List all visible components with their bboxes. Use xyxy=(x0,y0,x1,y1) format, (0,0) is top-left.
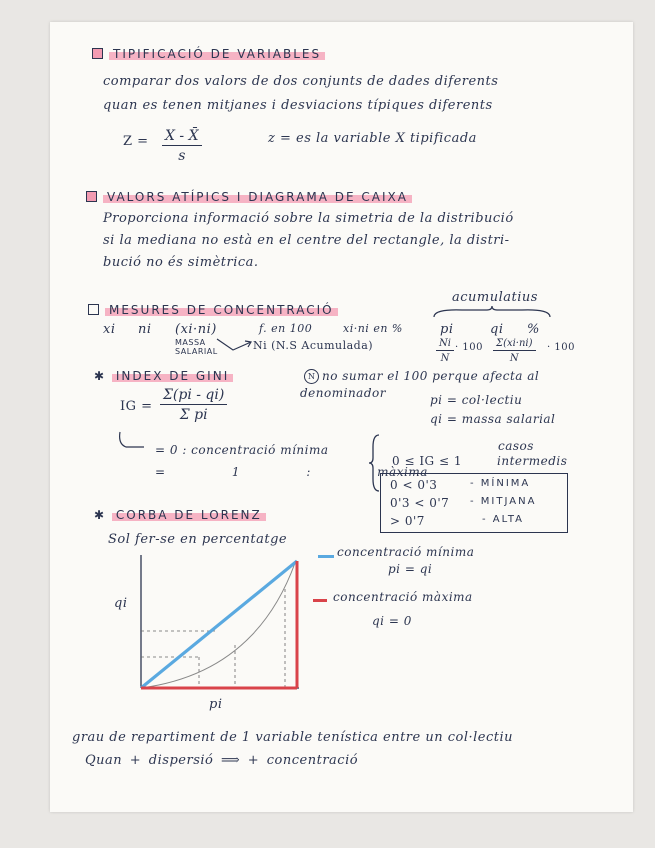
gini-intermedis: intermedis xyxy=(497,454,568,468)
pi-multiplier: · 100 xyxy=(455,342,483,353)
qi-fraction xyxy=(493,338,536,364)
star-bullet-icon: ✱ xyxy=(94,508,112,522)
legend-max-swatch xyxy=(313,599,327,602)
legend-min-swatch xyxy=(318,555,334,558)
col-pi: pi xyxy=(440,322,454,337)
ig-fraction xyxy=(160,387,227,423)
col-xini: (xi·ni) xyxy=(175,322,217,337)
section2-line1: Proporciona informació sobre la simetria de la distribució xyxy=(103,211,514,226)
col-xi: xi xyxy=(103,322,116,337)
lorenz-min-concentration-line xyxy=(141,561,297,688)
pi-denominator: N xyxy=(440,353,450,364)
section-title-mesures-concentracio: MESURES DE CONCENTRACIÓ xyxy=(88,303,338,317)
acumulatius-label: acumulatius xyxy=(452,290,538,305)
col-qi: qi xyxy=(490,322,504,337)
gini-level-condition: 0 < 0'3 xyxy=(390,478,438,492)
gini-level-condition: 0'3 < 0'7 xyxy=(390,496,450,510)
ig-lhs: IG = xyxy=(120,399,153,414)
gini-eq1: = 1 : màxima xyxy=(155,465,428,479)
gini-note-line1: no sumar el 100 perque afecta al xyxy=(322,369,540,383)
formula-z-numerator: X - X̄ xyxy=(162,128,202,146)
lorenz-ylabel: qi xyxy=(114,596,128,611)
col-pct: % xyxy=(527,322,540,337)
gini-circle-mark: N xyxy=(304,369,319,384)
pi-definition: pi = col·lectiu xyxy=(430,393,523,407)
gini-eq0: = 0 : concentració mínima xyxy=(155,443,329,457)
section-title-valors-atipics: VALORS ATÍPICS I DIAGRAMA DE CAIXA xyxy=(86,190,412,204)
arrow-icon xyxy=(215,336,255,356)
massa-salarial-label: MASSA SALARIAL xyxy=(175,338,218,356)
formula-z-lhs: Z = xyxy=(123,134,149,149)
section1-line1: comparar dos valors de dos conjunts de dades diferents xyxy=(103,74,499,89)
legend-max-label: concentració màxima xyxy=(333,590,473,604)
lorenz-subtitle: Sol fer-se en percentatge xyxy=(108,532,288,547)
qi-multiplier: · 100 xyxy=(547,342,575,353)
gini-level-label: - ALTA xyxy=(482,514,524,525)
ig-numerator: Σ(pi - qi) xyxy=(160,387,227,405)
formula-z-note: z = es la variable X tipificada xyxy=(268,131,477,146)
gini-level-label: - MÍNIMA xyxy=(470,478,531,489)
col-fa: f. en 100 xyxy=(259,322,313,335)
ig-denominator: Σ pi xyxy=(179,407,208,423)
gini-note-line2: denominador xyxy=(300,386,386,400)
checkbox-icon xyxy=(88,304,99,315)
pi-numerator: Ni xyxy=(436,338,454,351)
lorenz-title: ✱ CORBA DE LORENZ xyxy=(94,508,266,522)
col-xinipct: xi·ni en % xyxy=(343,322,403,335)
curved-arrow-icon xyxy=(116,430,146,452)
lorenz-xlabel: pi xyxy=(209,697,223,712)
section2-line3: bució no és simètrica. xyxy=(103,255,259,270)
footer-line2: Quan + dispersió ⟹ + concentració xyxy=(85,753,359,768)
gini-range: 0 ≤ IG ≤ 1 xyxy=(392,454,462,468)
acumulatius-brace xyxy=(432,305,552,319)
ni-acumulada-note: Ni (N.S Acumulada) xyxy=(253,339,374,352)
gini-level-condition: > 0'7 xyxy=(390,514,425,528)
col-ni: ni xyxy=(138,322,152,337)
checkbox-icon xyxy=(86,191,97,202)
pi-fraction xyxy=(436,338,454,364)
gini-title: ✱ INDEX DE GINI xyxy=(94,369,233,383)
section1-line2: quan es tenen mitjanes i desviacions típiques diferents xyxy=(103,98,493,113)
star-bullet-icon: ✱ xyxy=(94,369,112,383)
formula-z-fraction xyxy=(162,128,202,164)
legend-min-eq: pi = qi xyxy=(388,562,433,576)
formula-z-denominator: s xyxy=(178,148,186,164)
section2-line2: si la mediana no està en el centre del rectangle, la distri- xyxy=(103,233,510,248)
qi-numerator: Σ(xi·ni) xyxy=(493,338,536,351)
lorenz-chart xyxy=(135,553,310,698)
qi-definition: qi = massa salarial xyxy=(430,412,556,426)
footer-line1: grau de repartiment de 1 variable tenística entre un col·lectiu xyxy=(72,730,513,745)
section-title-tipificacio: TIPIFICACIÓ DE VARIABLES xyxy=(92,47,325,61)
legend-max-eq: qi = 0 xyxy=(372,614,412,628)
checkbox-icon xyxy=(92,48,103,59)
qi-denominator: N xyxy=(509,353,519,364)
gini-casos: casos xyxy=(498,439,534,453)
legend-min-label: concentració mínima xyxy=(337,545,475,559)
gini-level-label: - MITJANA xyxy=(470,496,537,507)
